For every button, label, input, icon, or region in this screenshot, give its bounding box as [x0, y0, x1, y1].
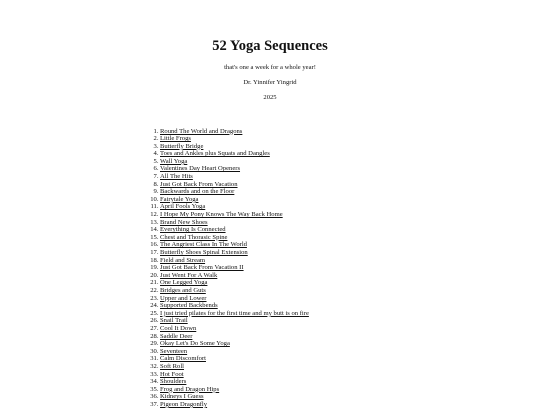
- list-item-number: 27.: [150, 325, 160, 333]
- list-item-number: 31.: [150, 355, 160, 363]
- sequence-link[interactable]: Snail Trail: [160, 317, 188, 324]
- list-item-number: 4.: [154, 150, 160, 158]
- sequence-link[interactable]: Pigeon Dragonfly: [160, 401, 207, 408]
- list-item-number: 35.: [150, 386, 160, 394]
- list-item: [160, 355, 520, 363]
- sequence-link[interactable]: Fairytale Yoga: [160, 196, 198, 203]
- list-item-number: 28.: [150, 333, 160, 341]
- sequence-link[interactable]: Saddle Deer: [160, 333, 192, 340]
- sequence-link[interactable]: Just Got Back From Vacation II: [160, 264, 244, 271]
- list-item-number: 33.: [150, 371, 160, 379]
- list-item-number: 5.: [154, 158, 160, 166]
- list-item: [160, 279, 520, 287]
- list-item: [160, 386, 520, 394]
- list-item-number: 13.: [150, 219, 160, 227]
- sequence-link[interactable]: Soft Roll: [160, 363, 184, 370]
- list-item-number: 8.: [154, 181, 160, 189]
- sequence-link[interactable]: Field and Stream: [160, 257, 205, 264]
- list-item: [160, 371, 520, 379]
- list-item-number: 16.: [150, 241, 160, 249]
- list-item: [160, 188, 520, 196]
- sequence-link[interactable]: Hot Foot: [160, 371, 184, 378]
- list-item: [160, 226, 520, 234]
- list-item-number: 22.: [150, 287, 160, 295]
- sequence-link[interactable]: April Fools Yoga: [160, 203, 205, 210]
- sequence-link[interactable]: Butterfly Bridge: [160, 143, 203, 150]
- list-item-number: 1.: [154, 128, 160, 136]
- list-item: [160, 143, 520, 151]
- sequence-link[interactable]: Calm Discomfort: [160, 355, 206, 362]
- author: Dr. Yinnifer Yingrid: [0, 79, 540, 86]
- list-item: [160, 135, 520, 143]
- list-item-number: 10.: [150, 196, 160, 204]
- list-item: [160, 317, 520, 325]
- list-item: [160, 393, 520, 401]
- list-item: [160, 325, 520, 333]
- sequence-link[interactable]: Brand New Shoes: [160, 219, 208, 226]
- list-item-number: 9.: [154, 188, 160, 196]
- sequence-link[interactable]: The Angriest Class In The World: [160, 241, 247, 248]
- sequence-link[interactable]: Upper and Lower: [160, 295, 207, 302]
- sequence-link[interactable]: Bridges and Guts: [160, 287, 206, 294]
- list-item: [160, 295, 520, 303]
- sequence-link[interactable]: Butterfly Shoes Spinal Extension: [160, 249, 248, 256]
- list-item: [160, 219, 520, 227]
- sequence-link[interactable]: Shoulders: [160, 378, 186, 385]
- list-item-number: 2.: [154, 135, 160, 143]
- list-item-number: 11.: [151, 203, 161, 211]
- list-item: [160, 401, 520, 408]
- list-item-number: 17.: [150, 249, 160, 257]
- list-item-number: 29.: [150, 340, 160, 348]
- list-item-number: 37.: [150, 401, 160, 408]
- list-item: [160, 173, 520, 181]
- list-item-number: 36.: [150, 393, 160, 401]
- sequence-link[interactable]: Backwards and on the Floor: [160, 188, 234, 195]
- sequence-link[interactable]: Seventeen: [160, 348, 187, 355]
- sequence-list: [160, 128, 520, 408]
- list-item-number: 15.: [150, 234, 160, 242]
- sequence-link[interactable]: Toes and Ankles plus Squats and Dangles: [160, 150, 270, 157]
- list-item: [160, 310, 520, 318]
- list-item-number: 14.: [150, 226, 160, 234]
- list-item: [160, 257, 520, 265]
- year: 2025: [0, 94, 540, 101]
- sequence-link[interactable]: Kidneys I Guess: [160, 393, 204, 400]
- sequence-link[interactable]: One Legged Yoga: [160, 279, 207, 286]
- list-item-number: 3.: [154, 143, 160, 151]
- list-item: [160, 348, 520, 356]
- list-item-number: 6.: [154, 165, 160, 173]
- sequence-link[interactable]: Little Frogs: [160, 135, 191, 142]
- list-item-number: 7.: [154, 173, 160, 181]
- sequence-link[interactable]: Everything Is Connected: [160, 226, 226, 233]
- list-item: [160, 234, 520, 242]
- sequence-link[interactable]: Round The World and Dragons: [160, 128, 242, 135]
- list-item-number: 23.: [150, 295, 160, 303]
- list-item-number: 34.: [150, 378, 160, 386]
- sequence-link[interactable]: Supported Backbends: [160, 302, 218, 309]
- list-item: [160, 378, 520, 386]
- page-title: 52 Yoga Sequences: [0, 38, 540, 55]
- list-item-number: 18.: [150, 257, 160, 265]
- list-item: [160, 158, 520, 166]
- list-item: [160, 340, 520, 348]
- list-item: [160, 211, 520, 219]
- sequence-link[interactable]: Okay Let's Do Some Yoga: [160, 340, 230, 347]
- list-item-number: 25.: [150, 310, 160, 318]
- list-item: [160, 287, 520, 295]
- list-item: [160, 264, 520, 272]
- sequence-link[interactable]: I Hope My Pony Knows The Way Back Home: [160, 211, 283, 218]
- subtitle: that's one a week for a whole year!: [0, 64, 540, 71]
- sequence-link[interactable]: I just tried pilates for the first time and my butt is on fire: [160, 310, 309, 317]
- list-item-number: 30.: [150, 348, 160, 356]
- list-item: [160, 272, 520, 280]
- sequence-link[interactable]: Just Got Back From Vacation: [160, 181, 238, 188]
- list-item-number: 32.: [150, 363, 160, 371]
- list-item: [160, 241, 520, 249]
- list-item: [160, 128, 520, 136]
- list-item: [160, 165, 520, 173]
- list-item: [160, 150, 520, 158]
- list-item-number: 26.: [150, 317, 160, 325]
- list-item: [160, 302, 520, 310]
- list-item: [160, 181, 520, 189]
- list-item-number: 24.: [150, 302, 160, 310]
- list-item-number: 12.: [150, 211, 160, 219]
- list-item: [160, 203, 520, 211]
- sequence-link[interactable]: Cool It Down: [160, 325, 196, 332]
- list-item-number: 19.: [150, 264, 160, 272]
- list-item: [160, 333, 520, 341]
- sequence-link[interactable]: All The Hits: [160, 173, 193, 180]
- sequence-link[interactable]: Valentines Day Heart Openers: [160, 165, 240, 172]
- list-item: [160, 363, 520, 371]
- list-item: [160, 196, 520, 204]
- sequence-link[interactable]: Frog and Dragon Hips: [160, 386, 219, 393]
- list-item: [160, 249, 520, 257]
- list-item-number: 21.: [150, 279, 160, 287]
- sequence-link[interactable]: Just Went For A Walk: [160, 272, 217, 279]
- sequence-link[interactable]: Chest and Thorasic Spine: [160, 234, 227, 241]
- list-item-number: 20.: [150, 272, 160, 280]
- sequence-link[interactable]: Wall Yoga: [160, 158, 187, 165]
